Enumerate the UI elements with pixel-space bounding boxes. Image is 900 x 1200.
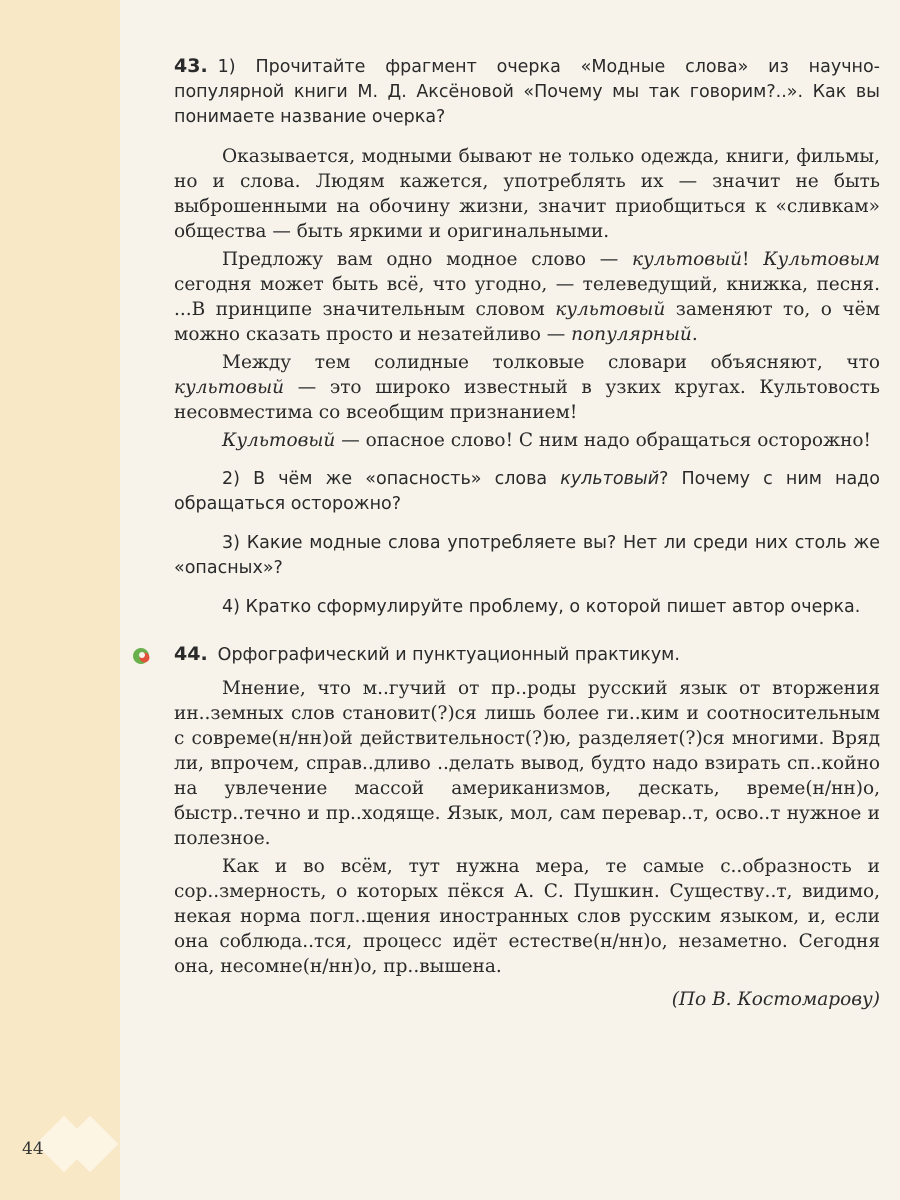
italic-term: Культовый — [222, 430, 336, 451]
text-run: сегодня может быть всё, что угодно, — телеведущий, книжка, песня. ...В принципе значительным словом — [174, 274, 880, 320]
task-44-title: Орфографический и пунктуационный практикум. — [217, 645, 680, 665]
italic-term: культовый — [555, 299, 666, 320]
text-run: заменяют то, о чём можно сказать просто и незатейливо — — [174, 299, 880, 345]
page-number-decoration — [0, 1122, 100, 1184]
question-4 — [174, 595, 880, 620]
task-number: 43. — [174, 55, 208, 77]
page-margin-band — [0, 0, 120, 1200]
text-run: Между тем солидные толковые словари объясняют, что — [222, 352, 880, 373]
excerpt-paragraph — [174, 350, 880, 425]
text-run: ! — [742, 249, 764, 270]
task-44 — [174, 642, 880, 1010]
text-run: ? Почему с ним надо обращаться осторожно? — [174, 469, 880, 514]
text-run: 3) Какие модные слова употребляете вы? Нет ли среди них столь же «опасных»? — [174, 533, 880, 578]
question-3 — [174, 531, 880, 581]
source-attribution: (По В. Костомарову) — [671, 989, 880, 1010]
page-content — [174, 54, 880, 1010]
excerpt-text — [174, 144, 880, 453]
italic-term: культовый — [174, 377, 285, 398]
practicum-paragraph: Как и во всём, тут нужна мера, те самые с..образность и сор..змерность, о которых пёкся А. С. Пушкин. Существу..т, видимо, некая норма погл..щения иностранных слов русским языком, и, если она соблюда..тся, процесс идёт естестве(н/нн)о, незаметно. Сегодня она, несомне(н/нн)о, пр..вышена. — [174, 856, 880, 977]
question-2 — [174, 467, 880, 517]
excerpt-paragraph — [174, 428, 880, 453]
text-run: Оказывается, модными бывают не только одежда, книги, фильмы, но и слова. Людям кажется, употреблять их — значит не быть выброшенными на обочину жизни, значит приобщиться к «сливкам» общества — быть яркими и оригинальными. — [174, 146, 880, 242]
practicum-text — [174, 676, 880, 979]
practicum-paragraph: Мнение, что м..гучий от пр..роды русский язык от вторжения ин..земных слов становит(?)ся лишь более ги..ким и соотносительным с совреме(н/нн)ой действительност(?)ю, разделяет(?)ся многими. Вряд ли, впрочем, справ..дливо ..делать вывод, будто надо взирать сп..койно на увлечение массой американизмов, дескать, време(н/нн)о, быстр..течно и пр..ходяще. Язык, мол, сам перевар..т, осво..т нужное и полезное. — [174, 678, 880, 849]
task-43-questions — [174, 467, 880, 620]
task-number: 44. — [174, 643, 208, 665]
text-run: . — [691, 324, 698, 345]
practicum-badge-icon — [132, 646, 152, 666]
text-run: 4) Кратко сформулируйте проблему, о которой пишет автор очерка. — [222, 597, 861, 617]
text-run: — это широко известный в узких кругах. Культовость несовместима со всеобщим признанием! — [174, 377, 880, 423]
italic-term: Культовым — [763, 249, 880, 270]
excerpt-paragraph — [174, 247, 880, 347]
task-44-heading — [174, 642, 880, 668]
text-run: 2) В чём же «опасность» слова — [222, 469, 561, 489]
page-number: 44 — [22, 1139, 44, 1159]
italic-term: популярный — [571, 324, 692, 345]
task-43-instruction — [174, 54, 880, 130]
text-run: Предложу вам одно модное слово — — [222, 249, 632, 270]
task-43 — [174, 54, 880, 620]
text-run: — опасное слово! С ним надо обращаться осторожно! — [335, 430, 871, 451]
italic-term: культовый — [631, 249, 743, 270]
excerpt-paragraph — [174, 144, 880, 244]
italic-term: культовый — [560, 469, 660, 489]
task-43-instruction-text: 1) Прочитайте фрагмент очерка «Модные слова» из научно-популярной книги М. Д. Аксёновой «Почему мы так говорим?..». Как вы понимаете название очерка? — [174, 57, 880, 127]
